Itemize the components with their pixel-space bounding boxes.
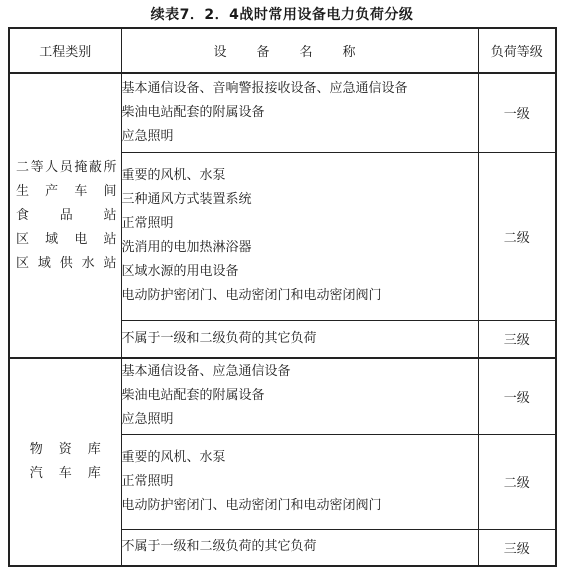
header-level: 负荷等级	[478, 28, 556, 73]
equipment-item: 基本通信设备、应急通信设备	[121, 364, 291, 380]
equipment-item: 电动防护密闭门、电动密闭门和电动密闭阀门	[121, 288, 382, 303]
equipment-cell	[121, 152, 478, 320]
equipment-item: 基本通信设备、音响警报接收设备、应急通信设备	[121, 80, 408, 96]
equipment-item: 三种通风方式装置系统	[121, 192, 252, 207]
level-cell: 一级	[478, 73, 556, 152]
header-row	[9, 28, 556, 73]
equipment-item: 不属于一级和二级负荷的其它负荷	[121, 539, 317, 555]
equipment-item: 应急照明	[121, 412, 174, 428]
header-category: 工程类别	[9, 28, 121, 73]
equipment-cell	[121, 320, 478, 358]
equipment-item: 区域水源的用电设备	[121, 264, 239, 279]
load-classification-table	[8, 27, 557, 567]
category-line: 二等人员掩蔽所	[16, 159, 117, 175]
category-line: 汽车库	[29, 466, 117, 481]
category-line: 食品站	[16, 207, 117, 223]
category-line: 区域供水站	[16, 255, 117, 271]
equipment-item: 重要的风机、水泵	[121, 168, 226, 183]
equipment-cell	[121, 73, 478, 152]
level-cell: 一级	[478, 358, 556, 434]
equipment-item: 电动防护密闭门、电动密闭门和电动密闭阀门	[121, 497, 382, 513]
equipment-item: 洗消用的电加热淋浴器	[121, 240, 252, 255]
category-line: 物资库	[29, 442, 117, 457]
table-title: 续表7．2．4战时常用设备电力负荷分级	[150, 7, 414, 23]
header-equipment: 设备名称	[121, 28, 478, 73]
equipment-cell	[121, 358, 478, 434]
equipment-item: 不属于一级和二级负荷的其它负荷	[121, 330, 317, 346]
equipment-item: 正常照明	[121, 216, 174, 231]
level-cell: 二级	[478, 434, 556, 529]
equipment-item: 应急照明	[121, 128, 174, 144]
table-row	[9, 73, 556, 152]
equipment-item: 重要的风机、水泵	[121, 449, 226, 465]
equipment-item: 柴油电站配套的附属设备	[121, 388, 265, 404]
category-line: 区域电站	[16, 231, 117, 247]
category-line: 生产车间	[16, 183, 117, 199]
table-row	[9, 358, 556, 434]
equipment-item: 正常照明	[121, 473, 174, 489]
level-cell: 二级	[478, 152, 556, 320]
category-cell	[9, 358, 121, 566]
equipment-cell	[121, 434, 478, 529]
category-cell	[9, 73, 121, 358]
level-cell: 三级	[478, 320, 556, 358]
level-cell: 三级	[478, 529, 556, 566]
equipment-item: 柴油电站配套的附属设备	[121, 104, 265, 120]
equipment-cell	[121, 529, 478, 566]
